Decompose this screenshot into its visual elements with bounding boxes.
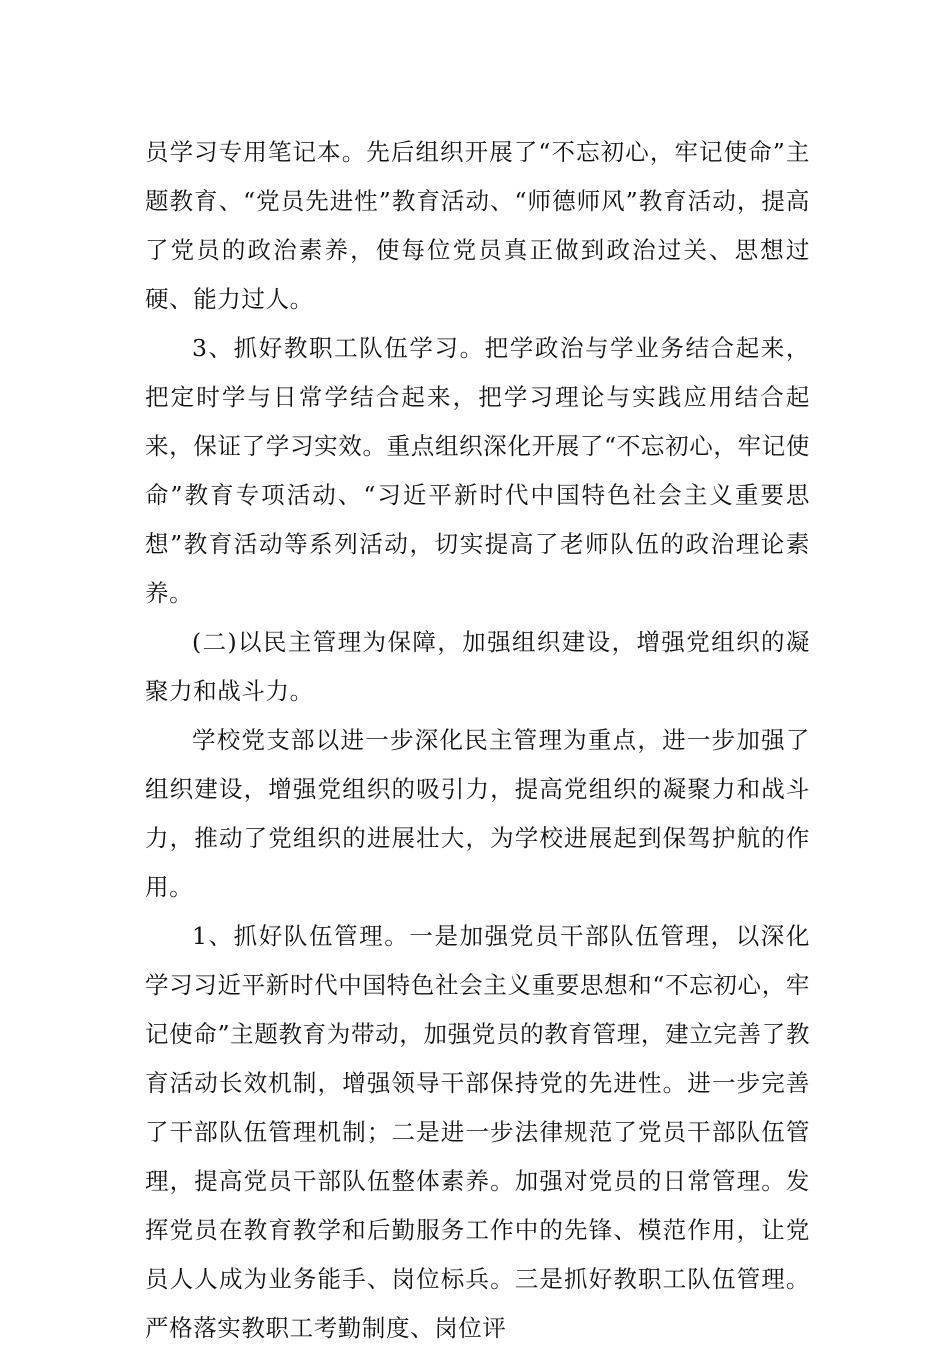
paragraph-section-heading-democratic-management: (二)以民主管理为保障，加强组织建设，增强党组织的凝聚力和战斗力。: [145, 628, 810, 705]
document-body: [145, 128, 810, 1353]
paragraph-team-management: 1、抓好队伍管理。一是加强党员干部队伍管理，以深化学习习近平新时代中国特色社会主义重要思想和“不忘初心，牢记使命”主题教育为带动，加强党员的教育管理，建立完善了教育活动长效机制，增强领导干部保持党的先进性。进一步完善了干部队伍管理机制；二是进一步法律规范了党员干部队伍管理，提高党员干部队伍整体素养。加强对党员的日常管理。发挥党员在教育教学和后勤服务工作中的先锋、模范作用，让党员人人成为业务能手、岗位标兵。三是抓好教职工队伍管理。严格落实教职工考勤制度、岗位评: [145, 922, 810, 1342]
paragraph-study-notebook: 员学习专用笔记本。先后组织开展了“不忘初心，牢记使命”主题教育、“党员先进性”教育活动、“师德师风”教育活动，提高了党员的政治素养，使每位党员真正做到政治过关、思想过硬、能力过人。: [145, 138, 810, 313]
paragraph-party-branch: 学校党支部以进一步深化民主管理为重点，进一步加强了组织建设，增强党组织的吸引力，提高党组织的凝聚力和战斗力，推动了党组织的进展壮大，为学校进展起到保驾护航的作用。: [145, 726, 810, 901]
paragraph-staff-study: 3、抓好教职工队伍学习。把学政治与学业务结合起来，把定时学与日常学结合起来，把学习理论与实践应用结合起来，保证了学习实效。重点组织深化开展了“不忘初心，牢记使命”教育专项活动、“习近平新时代中国特色社会主义重要思想”教育活动等系列活动，切实提高了老师队伍的政治理论素养。: [145, 334, 810, 607]
